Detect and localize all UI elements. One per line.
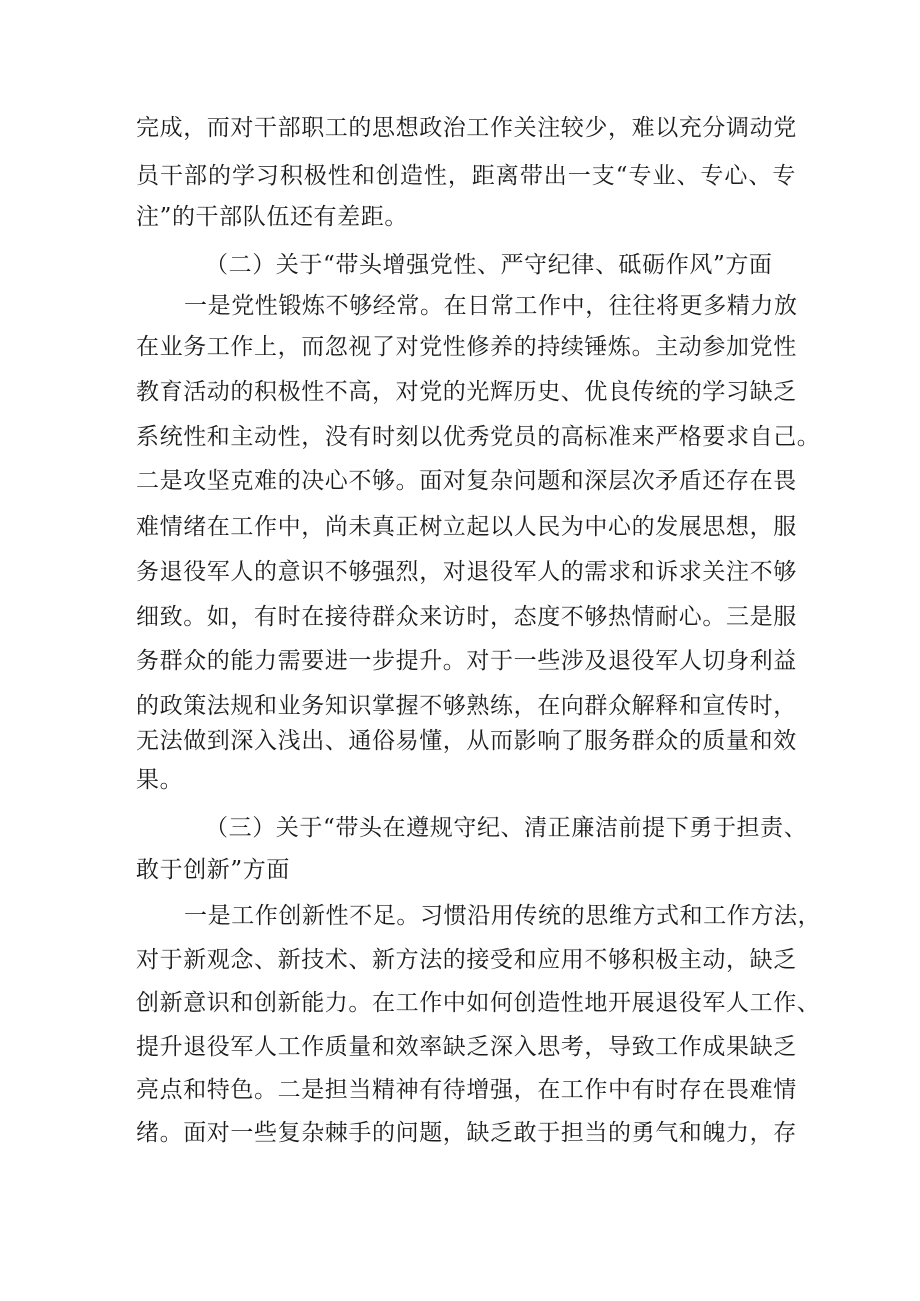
text-line: 二是攻坚克难的决心不够。面对复杂问题和深层次矛盾还存在畏 <box>136 468 797 494</box>
text-line: 细致。如，有时在接待群众来访时，态度不够热情耐心。三是服 <box>136 604 797 630</box>
text-line: 对于新观念、新技术、新方法的接受和应用不够积极主动，缺乏 <box>136 947 797 973</box>
text-line: 教育活动的积极性不高，对党的光辉历史、优良传统的学习缺乏 <box>136 379 797 405</box>
text-line: 果。 <box>136 767 184 793</box>
text-line: 难情绪在工作中，尚未真正树立起以人民为中心的发展思想，服 <box>136 514 797 540</box>
text-line: 无法做到深入浅出、通俗易懂，从而影响了服务群众的质量和效 <box>136 728 797 754</box>
text-line: 一是党性锻炼不够经常。在日常工作中，往往将更多精力放 <box>184 293 798 319</box>
text-line: 提升退役军人工作质量和效率缺乏深入思考，导致工作成果缺乏 <box>136 1034 797 1060</box>
text-line: 在业务工作上，而忽视了对党性修养的持续锤炼。主动参加党性 <box>136 334 797 360</box>
section-heading: （二）关于“带头增强党性、严守纪律、砥砺作风”方面 <box>205 252 773 278</box>
text-line: 员干部的学习积极性和创造性，距离带出一支“专业、专心、专 <box>136 163 796 189</box>
text-line: 完成，而对干部职工的思想政治工作关注较少，难以充分调动党 <box>136 115 797 141</box>
text-line: 注”的干部队伍还有差距。 <box>136 204 408 230</box>
text-line: 创新意识和创新能力。在工作中如何创造性地开展退役军人工作、 <box>136 990 821 1016</box>
text-line: 亮点和特色。二是担当精神有待增强，在工作中有时存在畏难情 <box>136 1077 797 1103</box>
text-line: 绪。面对一些复杂棘手的问题，缺乏敢于担当的勇气和魄力，存 <box>136 1120 797 1146</box>
text-line: 务群众的能力需要进一步提升。对于一些涉及退役军人切身利益 <box>136 648 797 674</box>
text-line: 的政策法规和业务知识掌握不够熟练，在向群众解释和宣传时， <box>136 693 797 719</box>
text-line: 系统性和主动性，没有时刻以优秀党员的高标准来严格要求自己。 <box>136 424 821 450</box>
text-line: 一是工作创新性不足。习惯沿用传统的思维方式和工作方法， <box>184 903 822 929</box>
section-heading: （三）关于“带头在遵规守纪、清正廉洁前提下勇于担责、 <box>205 815 808 841</box>
text-line: 务退役军人的意识不够强烈，对退役军人的需求和诉求关注不够 <box>136 559 797 585</box>
section-heading-continued: 敢于创新”方面 <box>136 857 290 883</box>
